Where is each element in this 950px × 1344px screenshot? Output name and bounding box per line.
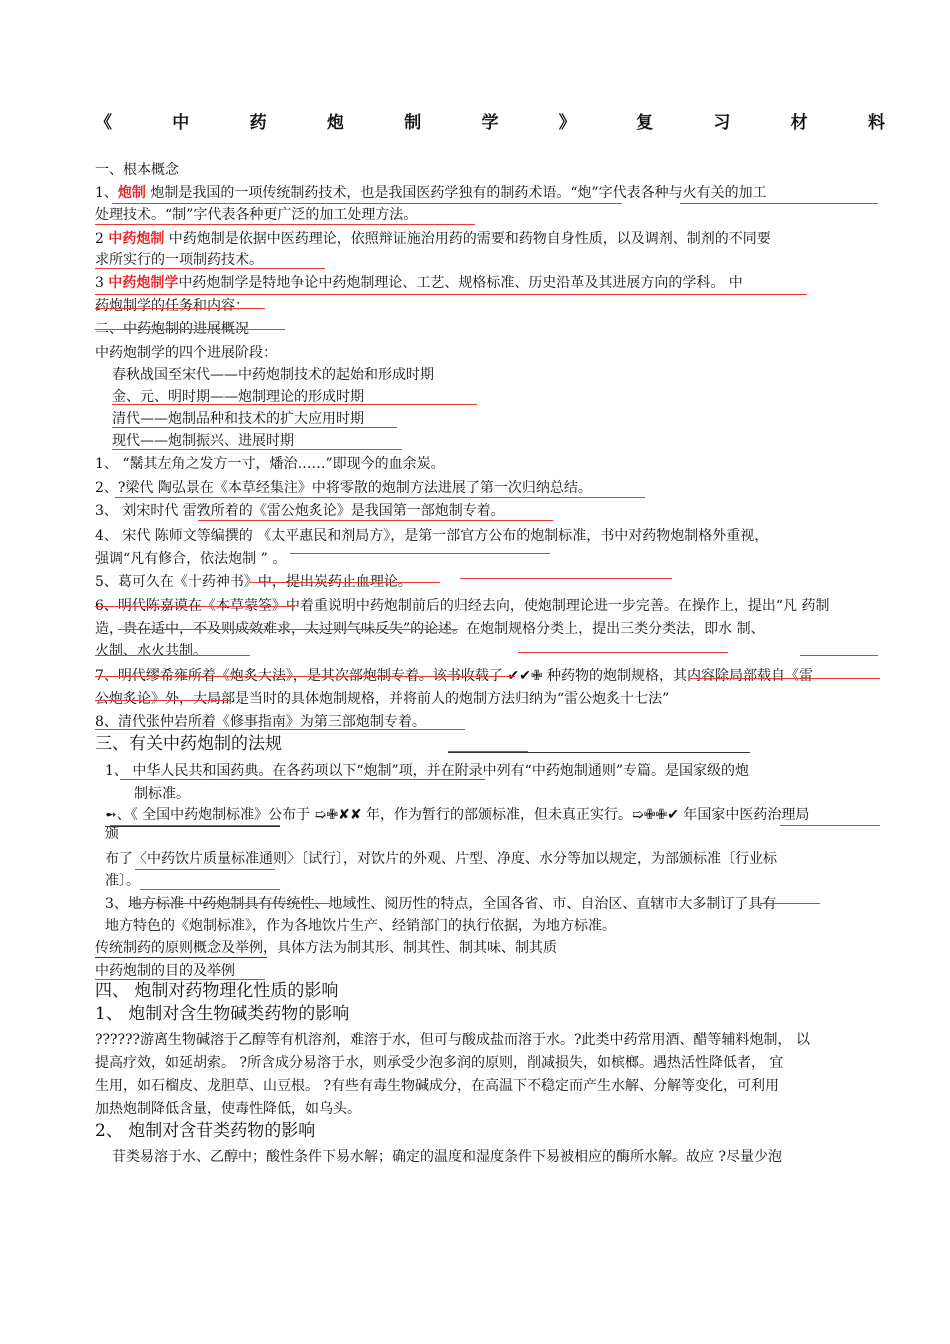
- alkaloid-para-line-4: 加热炮制降低含量，使毒性降低，如乌头。: [95, 1101, 361, 1117]
- concept-3-text: 中药炮制学是特地争论中药炮制理论、工艺、规格标准、历史沿革及其进展方向的学科。 中: [178, 275, 743, 291]
- concept-2-number: 2: [95, 231, 109, 247]
- annotation-underline: [95, 979, 265, 980]
- annotation-underline: [112, 427, 397, 428]
- annotation-strike: [95, 329, 285, 330]
- annotation-line: [95, 957, 267, 958]
- title-char: 制: [404, 113, 422, 133]
- annotation-strike: [250, 582, 440, 583]
- law-item-3-line-1: 3、地方标准 中药炮制具有传统性、地域性、阅历性的特点，全国各省、市、自治区、直辖市大多制订了具有: [105, 896, 777, 912]
- law-item-2-line-1: ➻、《 全国中药炮制标准》公布于 ➯✙✘✘ 年，作为暂行的部颁标准，但未真正实行。➯✙✙✔ 年国家中医药治理局: [105, 807, 810, 823]
- title-char: 复: [636, 113, 654, 133]
- annotation-underline: [290, 553, 550, 554]
- annotation-underline: [112, 203, 622, 204]
- annotation-underline: [95, 655, 250, 656]
- annotation-underline: [95, 268, 325, 269]
- history-item-4-line-1: 4、 宋代 陈师文等编撰的 《太平惠民和剂局方》，是第一部官方公布的炮制标准，书中对药物炮制格外重视，: [95, 528, 769, 544]
- annotation-underline: [112, 404, 477, 405]
- concept-3-number: 3: [95, 275, 109, 291]
- annotation-line: [448, 752, 750, 753]
- concept-2-text: 中药炮制是依据中医药理论，依照辩证施治用药的需要和药物自身性质，以及调剂、制剂的不同要: [164, 231, 771, 247]
- section-heading-4: 四、 炮制对药物理化性质的影响: [95, 981, 339, 1001]
- annotation-underline: [800, 655, 878, 656]
- title-char: 炮: [326, 113, 344, 133]
- title-char: 学: [481, 113, 499, 133]
- subsection-heading-1: 1、 炮制对含生物碱类药物的影响: [95, 1004, 350, 1024]
- concept-3-term: 中药炮制学: [108, 275, 179, 291]
- history-item-2: 2、?梁代 陶弘景在《本草经集注》中将零散的炮制方法进展了第一次归纳总结。: [95, 480, 592, 496]
- concept-1-term: 炮制: [117, 185, 146, 201]
- law-item-2-line-4: 准〕。: [105, 873, 140, 889]
- history-item-6-line-1: 6、明代陈嘉谟在《本草蒙筌》中着重说明中药炮制前后的归经去向，使炮制理论进一步完善。在操作上，提出“凡 药制: [95, 598, 830, 614]
- stage-item: 金、元、明时期——炮制理论的形成时期: [112, 389, 364, 405]
- stage-item: 清代——炮制品种和技术的扩大应用时期: [112, 411, 364, 427]
- annotation-strike: [690, 678, 880, 679]
- history-item-4-line-2: 强调“凡有修合，依法炮制 ” 。: [95, 551, 287, 567]
- annotation-underline: [460, 578, 672, 579]
- glycoside-para-line-1: 苷类易溶于水、乙醇中；酸性条件下易水解；确定的温度和湿度条件下易被相应的酶所水解。故应 ?尽量少泡: [112, 1149, 782, 1165]
- concept-2-line-2: 求所实行的一项制药技术。: [95, 252, 263, 268]
- stage-item: 春秋战国至宋代——中药炮制技术的起始和形成时期: [112, 367, 434, 383]
- history-item-7-line-1: 7、明代缪希雍所着《炮炙大法》，是其次部炮制专着。该书收载了 ✔✔✙ 种药物的炮制规格，其内容除局部载自《雷: [95, 668, 813, 684]
- annotation-underline: [780, 825, 880, 826]
- history-item-3: 3、 刘宋时代 雷敩所着的《雷公炮炙论》是我国第一部炮制专着。: [95, 503, 505, 519]
- concept-1-number: 1、: [95, 185, 118, 201]
- annotation-strike: [95, 606, 295, 607]
- annotation-underline: [518, 652, 728, 653]
- alkaloid-para-line-3: 生用，如石榴皮、龙胆草、山豆根。 ?有些有毒生物碱成分，在高温下不稳定而产生水解、分解等变化，可利用: [95, 1078, 779, 1094]
- annotation-underline: [120, 779, 485, 780]
- history-item-6-line-3: 火制、水火共制。: [95, 643, 207, 659]
- annotation-strike: [95, 700, 230, 701]
- concept-3-line-1: [95, 273, 743, 293]
- history-item-1: 1、 “鬗其左角之发方一寸，燔治……”即现今的血余炭。: [95, 456, 445, 472]
- alkaloid-para-line-1: ??????游离生物碱溶于乙醇等有机溶剂，难溶于水，但可与酸成盐而溶于水。?此类中药常用酒、醋等辅料炮制， 以: [95, 1032, 810, 1048]
- annotation-underline: [448, 751, 528, 752]
- history-item-7-line-2: 公炮炙论》外，大局部是当时的具体炮制规格，并将前人的炮制方法归纳为“雷公炮炙十七法”: [95, 691, 670, 707]
- annotation-underline: [112, 449, 402, 450]
- document-title: [95, 108, 885, 134]
- title-char: 》: [558, 113, 576, 133]
- annotation-underline: [115, 497, 645, 498]
- concept-3-line-2: 药炮制学的任务和内容：: [95, 298, 249, 314]
- annotation-strike: [130, 903, 330, 904]
- annotation-underline: [198, 520, 553, 521]
- annotation-strike: [95, 308, 265, 309]
- stages-intro: 中药炮制学的四个进展阶段：: [95, 345, 277, 361]
- concept-1-line-1: [95, 183, 767, 203]
- law-item-1-line-1: 1、 中华人民共和国药典。在各药项以下“炮制”项，并在附录中列有“中药炮制通则”专篇。是国家级的炮: [105, 763, 749, 779]
- section-heading-3: 三、有关中药炮制的法规: [95, 734, 282, 754]
- section-heading-1: 一、根本概念: [95, 162, 179, 178]
- annotation-underline: [95, 729, 465, 730]
- title-char: 材: [790, 113, 808, 133]
- title-char: 中: [172, 113, 190, 133]
- stage-item: 现代——炮制振兴、进展时期: [112, 433, 294, 449]
- annotation-underline: [680, 203, 878, 204]
- alkaloid-para-line-2: 提高疗效，如延胡索。 ?所含成分易溶于水，则承受少泡多润的原则，削减损失，如槟榔。遇热活性降低者， 宜: [95, 1055, 784, 1071]
- annotation-strike: [760, 903, 820, 904]
- law-item-2-line-2: 颁: [105, 826, 119, 842]
- title-char: 料: [867, 113, 885, 133]
- annotation-underline: [95, 224, 475, 225]
- title-char: 习: [713, 113, 731, 133]
- concept-1-line-2: 处理技术。“制”字代表各种更广泛的加工处理方法。: [95, 207, 418, 223]
- subsection-heading-2: 2、 炮制对含苷类药物的影响: [95, 1121, 316, 1141]
- law-item-1-line-2: 制标准。: [134, 786, 190, 802]
- annotation-underline: [95, 294, 807, 295]
- purpose-line: 中药炮制的目的及举例: [95, 963, 235, 979]
- history-item-6-line-2: 造，贵在适中，不及则成效难求，太过则气味反失”的论述。在炮制规格分类上，提出三类分类法，即水 制、: [95, 621, 765, 637]
- concept-2-line-1: [95, 229, 771, 249]
- history-item-5: 5、葛可久在《十药神书》中，提出炭药止血理论。: [95, 574, 412, 590]
- title-char: 《: [95, 113, 112, 133]
- annotation-strike: [95, 676, 515, 677]
- annotation-underline: [140, 889, 280, 890]
- annotation-line: [105, 826, 280, 827]
- concept-1-text: 炮制是我国的一项传统制药技术，也是我国医药学独有的制药术语。“炮”字代表各种与火有关的加工: [145, 185, 767, 201]
- law-item-2-line-3: 布了〈中药饮片质量标准通则〉〔试行〕，对饮片的外观、片型、净度、水分等加以规定，为部颁标准〔行业标: [105, 851, 777, 867]
- section-heading-2: 二、中药炮制的进展概况: [95, 321, 249, 337]
- concept-2-term: 中药炮制: [108, 231, 165, 247]
- history-item-8: 8、清代张仲岩所着《修事指南》为第三部炮制专着。: [95, 714, 426, 730]
- annotation-strike: [118, 629, 458, 630]
- title-char: 药: [249, 113, 267, 133]
- principle-line: 传统制药的原则概念及举例，具体方法为制其形、制其性、制其味、制其质: [95, 940, 557, 956]
- annotation-underline: [135, 869, 275, 870]
- law-item-3-line-2: 地方特色的《炮制标准》，作为各地饮片生产、经销部门的执行依据，为地方标准。: [105, 918, 616, 934]
